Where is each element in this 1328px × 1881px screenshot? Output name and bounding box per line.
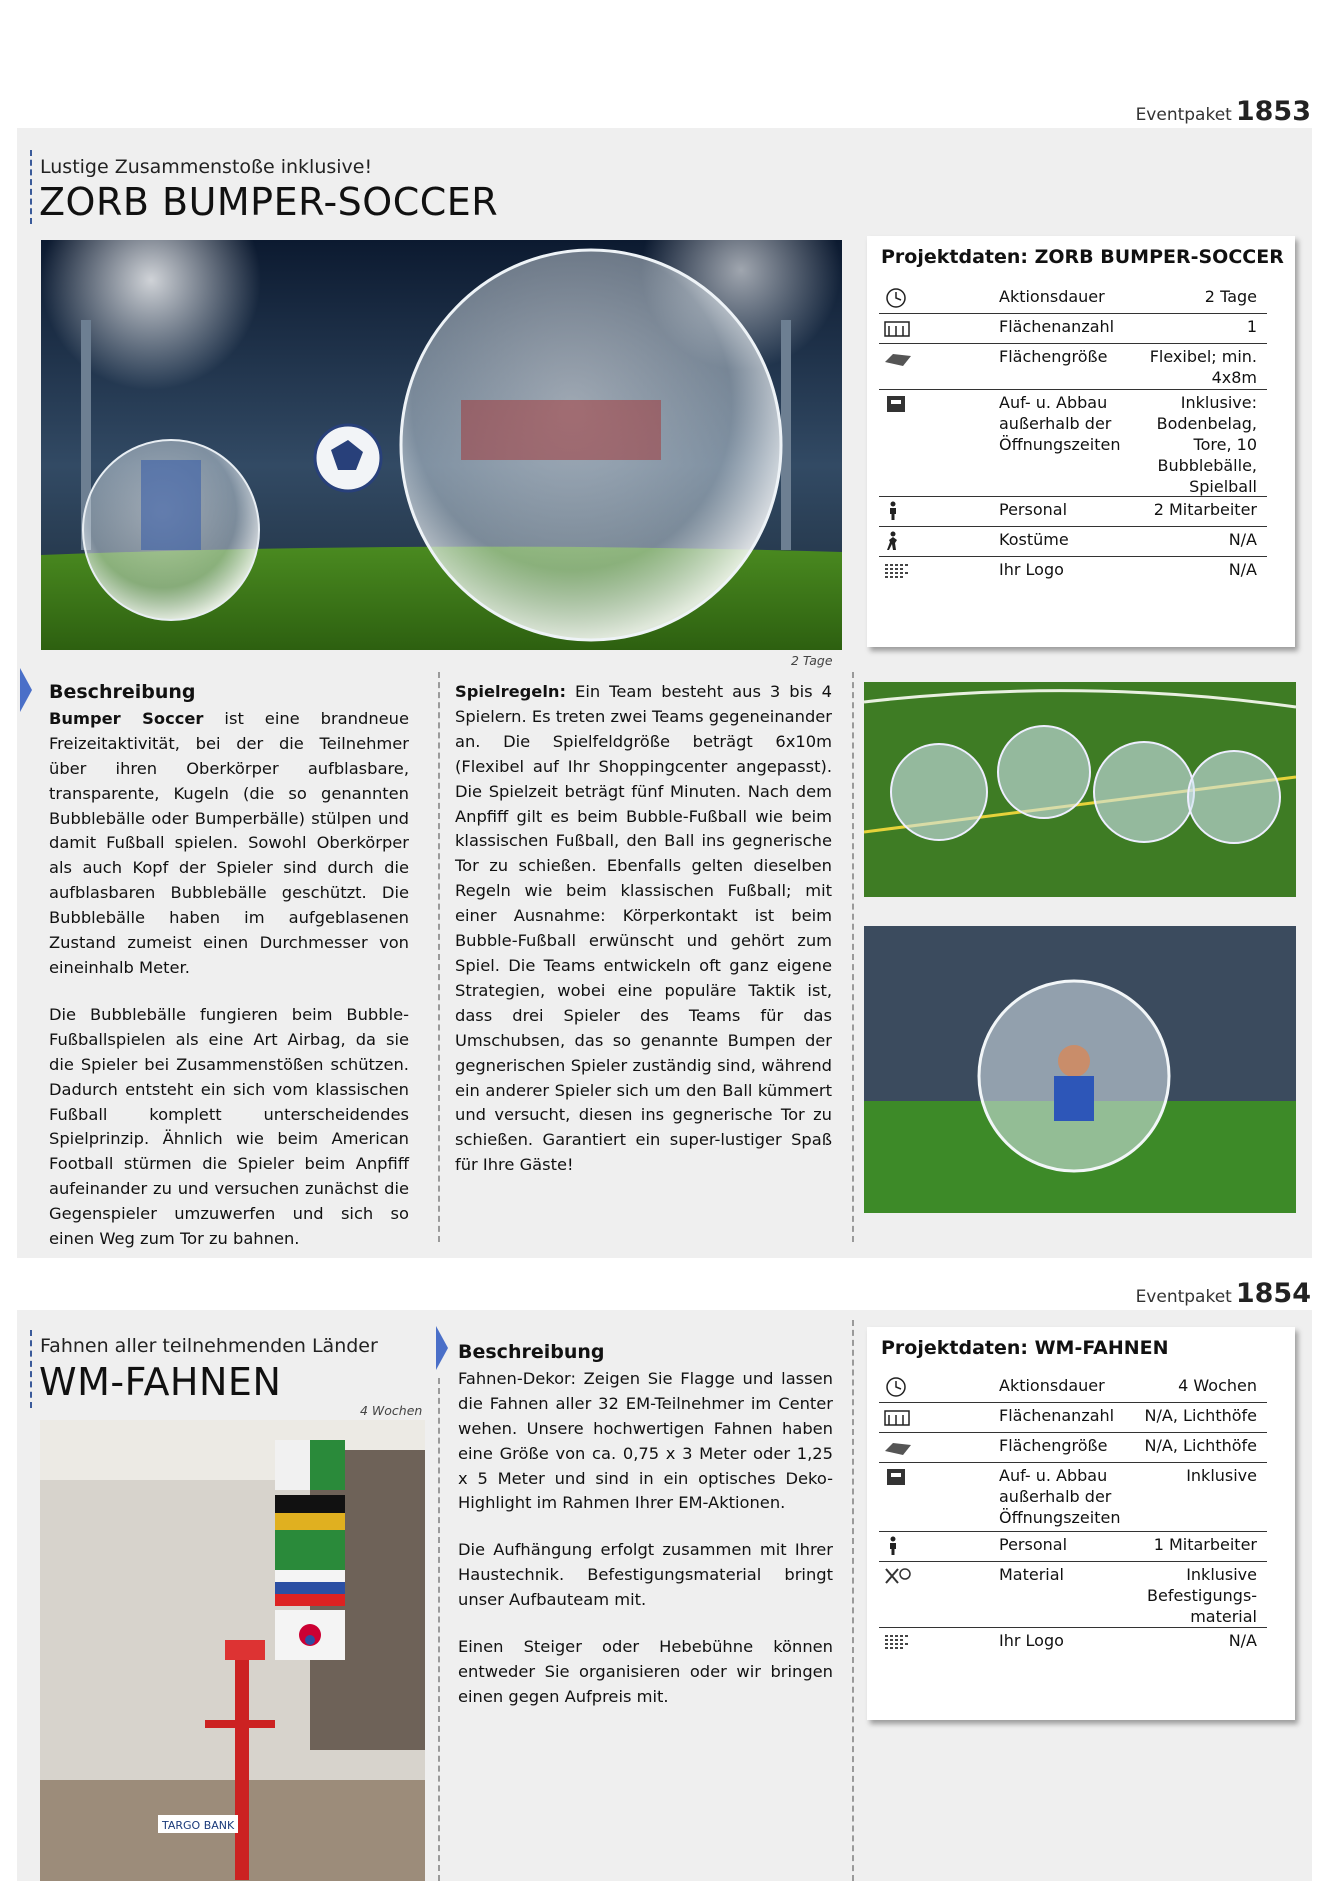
row-label: Flächenanzahl <box>999 1406 1115 1425</box>
package-label: Eventpaket <box>1135 1287 1232 1307</box>
description-column <box>49 680 409 1274</box>
row-label: Aktionsdauer <box>999 287 1105 306</box>
package-title: ZORB BUMPER-SOCCER <box>39 180 499 224</box>
column-divider <box>438 672 440 1242</box>
description-paragraph <box>49 707 409 981</box>
description-paragraph: Die Bubblebälle fungieren beim Bubble-Fußballspielen als eine Art Airbag, da sie die Spieler bei Zusammenstößen schützen. Dadurch entsteht ein sich vom klassischen Fußball komplett unterscheidendes Spielprinzip. Ähnlich wie beim American Football stürmen die Spieler beim Anpfiff aufeinander zu und versuchen zunächst die Gegenspieler umzuwerfen und sich so einen Weg zum Tor zu bahnen. <box>49 1004 409 1249</box>
project-data-card <box>867 1327 1295 1720</box>
row-label: Ihr Logo <box>999 560 1064 579</box>
row-label: Material <box>999 1565 1064 1584</box>
costume-icon <box>883 531 913 551</box>
rules-heading: Spielregeln: <box>455 682 567 701</box>
package-kicker: Lustige Zusammenstoße inklusive! <box>40 156 373 178</box>
row-label: Flächenanzahl <box>999 317 1115 336</box>
data-row-duration <box>879 1375 1267 1403</box>
row-label: Kostüme <box>999 530 1069 549</box>
package-header <box>1136 96 1311 127</box>
clock-icon <box>883 288 913 308</box>
section-marker <box>20 668 32 712</box>
bank-sign-text: TARGO BANK <box>162 1819 235 1832</box>
row-label: Auf- u. Abbau außerhalb der Öffnungszeiten <box>999 393 1121 454</box>
row-label: Personal <box>999 500 1068 519</box>
row-value: N/A <box>1228 1631 1257 1650</box>
clock-icon <box>883 1377 913 1397</box>
hero-caption: 2 Tage <box>791 653 833 668</box>
area-count-icon <box>883 318 913 338</box>
card-title: Projektdaten: ZORB BUMPER-SOCCER <box>881 246 1284 268</box>
row-value: 1 Mitarbeiter <box>1153 1535 1257 1554</box>
setup-icon <box>883 394 913 414</box>
logo-icon <box>883 1632 913 1652</box>
row-value: N/A, Lichthöfe <box>1144 1406 1257 1425</box>
data-row-material <box>879 1564 1267 1628</box>
data-row-setup <box>879 1465 1267 1532</box>
setup-icon <box>883 1467 913 1487</box>
row-value: 2 Tage <box>1204 287 1257 306</box>
data-row-area-size <box>879 1435 1267 1463</box>
package-number: 1854 <box>1235 1278 1311 1309</box>
package-header <box>1136 1278 1311 1309</box>
area-size-icon <box>883 348 913 368</box>
row-label: Aktionsdauer <box>999 1376 1105 1395</box>
row-value: N/A <box>1228 530 1257 549</box>
title-accent <box>30 150 32 224</box>
data-row-staff <box>879 1534 1267 1562</box>
description-paragraph: Einen Steiger oder Hebebühne können entweder Sie organisieren oder wir bringen einen gegen Aufpreis mit. <box>458 1637 833 1706</box>
rules-text: Ein Team besteht aus 3 bis 4 Spielern. Es treten zwei Teams gegeneinander an. Die Spielfeldgröße beträgt 6x10m (Flexibel auf Ihr Shoppingcenter angepasst). Die Spielzeit beträgt fünf Minuten. Nach dem Anpfiff gilt es beim Bubble-Fußball wie beim klassischen Fußball, den Ball ins gegnerische Tor zu schießen. Ebenfalls gelten dieselben Regeln wie beim klassischen Fußball; mit einer Ausnahme: Körperkontakt ist beim Bubble-Fußball erwünscht und gehört zum Spiel. Die Teams entwickeln oft ganz eigene Strategien, wobei eine populäre Taktik ist, dass drei Spieler des Teams für das Umschubsen, das so genannte Bumpen der gegnerischen Spieler zuständig sind, während ein anderer Spieler sich um den Ball kümmert und versucht, diesen ins gegnerische Tor zu schießen. Garantiert ein super-lustiger Spaß für Ihre Gäste! <box>455 682 832 1175</box>
row-value: N/A, Lichthöfe <box>1144 1436 1257 1455</box>
package-kicker: Fahnen aller teilnehmenden Länder <box>40 1335 378 1357</box>
flags-photo <box>40 1420 425 1881</box>
column-divider <box>438 1378 440 1881</box>
data-row-area-size <box>879 346 1267 390</box>
row-label: Personal <box>999 1535 1068 1554</box>
card-title: Projektdaten: WM-FAHNEN <box>881 1337 1169 1359</box>
description-heading: Beschreibung <box>458 1341 605 1363</box>
row-value: Inklusive <box>1186 1466 1257 1485</box>
row-label: Flächengröße <box>999 347 1108 366</box>
data-row-logo <box>879 559 1267 586</box>
area-size-icon <box>883 1437 913 1457</box>
rules-column <box>455 680 832 1200</box>
team-photo <box>864 682 1296 897</box>
person-icon <box>883 1536 913 1556</box>
row-value: N/A <box>1228 560 1257 579</box>
row-label: Flächengröße <box>999 1436 1108 1455</box>
description-paragraph: Fahnen-Dekor: Zeigen Sie Flagge und lassen die Fahnen aller 32 EM-Teilnehmer im Center wehen. Unsere hochwertigen Fahnen haben eine Größe von ca. 0,75 x 3 Meter oder 1,25 x 5 Meter und sind in ein optisches Deko-Highlight im Rahmen Ihrer EM-Aktionen. <box>458 1368 833 1513</box>
description-column <box>458 1340 833 1732</box>
row-label: Auf- u. Abbau außerhalb der Öffnungszeiten <box>999 1466 1121 1527</box>
data-row-logo <box>879 1630 1267 1657</box>
package-number: 1853 <box>1235 96 1311 127</box>
description-paragraph: Die Aufhängung erfolgt zusammen mit Ihrer Haustechnik. Befestigungsmaterial bringt unser Aufbauteam mit. <box>458 1540 833 1610</box>
column-divider <box>852 672 854 1242</box>
package-title: WM-FAHNEN <box>39 1360 282 1404</box>
area-count-icon <box>883 1407 913 1427</box>
project-data-card <box>867 236 1295 647</box>
row-label: Ihr Logo <box>999 1631 1064 1650</box>
row-value: Inklusive Befestigungs-material <box>1147 1565 1258 1626</box>
title-accent <box>30 1330 32 1408</box>
data-row-setup <box>879 392 1267 497</box>
data-row-area-count <box>879 316 1267 344</box>
description-text: ist eine brandneue Freizeitaktivität, bei der die Teilnehmer über ihren Oberkörper aufblasbare, transparente, Kugeln (die so genannten Bubblebälle oder Bumperbälle) stülpen und damit Fußball spielen. Sowohl Oberkörper als auch Kopf der Spieler sind durch die aufblasbaren Bubblebälle geschützt. Die Bubblebälle haben im aufgeblasenen Zustand zumeist einen Durchmesser von eineinhalb Meter. <box>49 708 409 977</box>
player-photo <box>864 926 1296 1213</box>
hero-photo <box>41 240 842 650</box>
row-value: Inklusive: Bodenbelag, Tore, 10 Bubblebälle, Spielball <box>1156 393 1257 496</box>
data-row-costume <box>879 529 1267 557</box>
rules-paragraph <box>455 680 832 1178</box>
row-value: 2 Mitarbeiter <box>1153 500 1257 519</box>
description-heading: Beschreibung <box>49 681 196 703</box>
section-marker <box>436 1326 448 1370</box>
package-label: Eventpaket <box>1135 105 1232 125</box>
person-icon <box>883 501 913 521</box>
data-row-area-count <box>879 1405 1267 1433</box>
data-row-staff <box>879 499 1267 527</box>
logo-icon <box>883 561 913 581</box>
row-value: 4 Wochen <box>1178 1376 1257 1395</box>
data-row-duration <box>879 286 1267 314</box>
row-value: 1 <box>1246 317 1257 336</box>
material-icon <box>883 1566 913 1586</box>
column-divider <box>852 1320 854 1881</box>
description-lead: Bumper Soccer <box>49 708 204 728</box>
row-value: Flexibel; min. 4x8m <box>1149 347 1257 387</box>
hero-caption: 4 Wochen <box>360 1403 423 1418</box>
